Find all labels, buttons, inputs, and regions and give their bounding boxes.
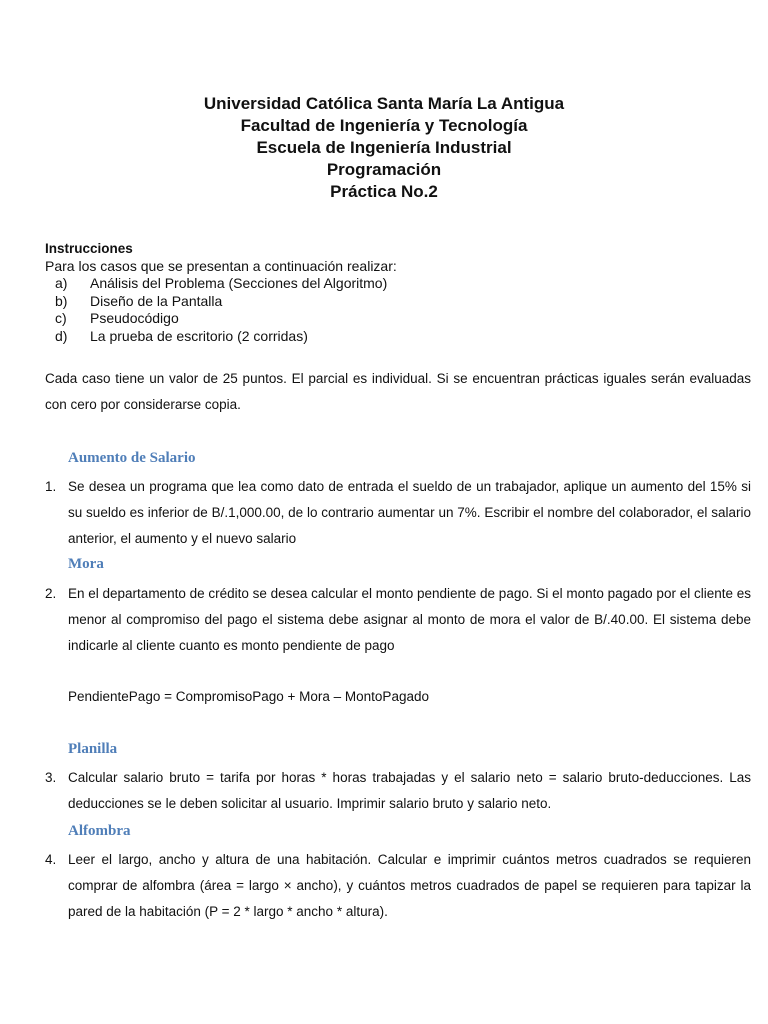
- practice-title: Práctica No.2: [330, 182, 438, 201]
- case-number: 3.: [45, 770, 57, 785]
- case-2: [45, 581, 751, 659]
- case-1: [45, 474, 751, 552]
- case-3: [45, 765, 751, 817]
- faculty-name: Facultad de Ingeniería y Tecnología: [240, 116, 528, 135]
- list-marker: a): [55, 275, 68, 291]
- instructions-heading: Instrucciones: [45, 241, 133, 256]
- case-description: En el departamento de crédito se desea calcular el monto pendiente de pago. Si el monto pagado por el cliente es menor al compromiso del pago el sistema debe asignar al monto de mora el valor de B/.40.00. El sistema debe indicarle al cliente cuanto es monto pendiente de pago: [68, 586, 751, 653]
- grading-note: Cada caso tiene un valor de 25 puntos. El parcial es individual. Si se encuentran prácticas iguales serán evaluadas con cero por considerarse copia.: [45, 371, 751, 412]
- list-item-text: Diseño de la Pantalla: [90, 292, 223, 309]
- case-number: 1.: [45, 479, 57, 494]
- case-4: [45, 847, 751, 925]
- case-description: Calcular salario bruto = tarifa por horas * horas trabajadas y el salario neto = salario bruto-deducciones. Las deducciones se le deben solicitar al usuario. Imprimir salario bruto y salario neto.: [68, 770, 751, 811]
- case-description: Leer el largo, ancho y altura de una habitación. Calcular e imprimir cuántos metros cuadrados se requieren comprar de alfombra (área = largo × ancho), y cuántos metros cuadrados de papel se requieren para tapizar la pared de la habitación (P = 2 * largo * ancho * altura).: [68, 852, 751, 919]
- case-3-title: Planilla: [68, 741, 118, 757]
- course-name: Programación: [326, 160, 442, 179]
- case-1-title: Aumento de Salario: [68, 450, 196, 466]
- list-item: [45, 275, 745, 293]
- list-item-text: Pseudocódigo: [90, 310, 179, 326]
- list-marker: d): [55, 327, 68, 344]
- instructions-section: [45, 240, 745, 345]
- case-4-title: Alfombra: [68, 823, 131, 839]
- case-number: 2.: [45, 586, 57, 601]
- case-2-title: Mora: [68, 556, 104, 572]
- list-marker: b): [55, 292, 68, 309]
- case-description: Se desea un programa que lea como dato de entrada el sueldo de un trabajador, aplique un aumento del 15% si su sueldo es inferior de B/.1,000.00, de lo contrario aumentar un 7%. Escribir el nombre del colaborador, el salario anterior, el aumento y el nuevo salario: [68, 479, 751, 546]
- pending-payment-formula: PendientePago = CompromisoPago + Mora – MontoPagado: [68, 689, 429, 704]
- list-item: [45, 293, 745, 311]
- school-name: Escuela de Ingeniería Industrial: [256, 138, 512, 157]
- list-marker: c): [55, 310, 67, 326]
- list-item: [45, 310, 745, 328]
- list-item: [45, 328, 745, 346]
- document-header: [0, 93, 768, 203]
- instructions-list: [45, 275, 745, 345]
- list-item-text: La prueba de escritorio (2 corridas): [90, 327, 308, 344]
- instructions-intro: Para los casos que se presentan a continuación realizar:: [45, 257, 397, 274]
- university-name: Universidad Católica Santa María La Antigua: [203, 94, 565, 113]
- list-item-text: Análisis del Problema (Secciones del Algoritmo): [90, 275, 388, 291]
- case-number: 4.: [45, 852, 57, 867]
